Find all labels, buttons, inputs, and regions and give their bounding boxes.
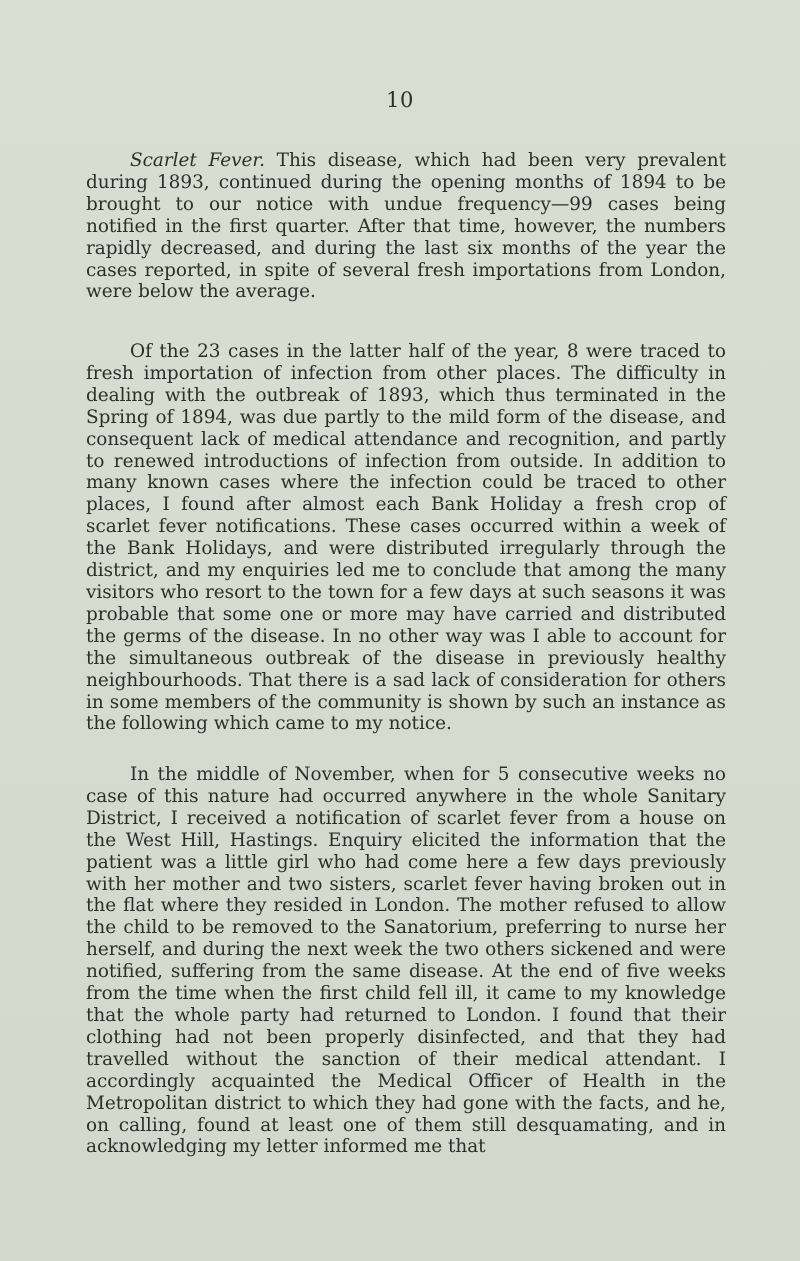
paragraph-heading: Scarlet Fever.: [130, 150, 265, 171]
paragraph-scarlet-fever: [86, 150, 726, 303]
paragraph-november-case: [86, 764, 726, 1158]
paragraph-text: Of the 23 cases in the latter half of the year, 8 were traced to fresh importation of infection from other places. The difficulty in dealing with the outbreak of 1893, which thus terminated in the Spring of 1894, was due partly to the mild form of the disease, and consequent lack of medical attendance and recognition, and partly to renewed introductions of infection from outside. In addition to many known cases where the infection could be traced to other places, I found after almost each Bank Holiday a fresh crop of scarlet fever notifications. These cases occurred within a week of the Bank Holidays, and were distributed irregularly through the district, and my enquiries led me to conclude that among the many visitors who resort to the town for a few days at such seasons it was probable that some one or more may have carried and distributed the germs of the disease. In no other way was I able to account for the simultaneous outbreak of the disease in previously healthy neighbourhoods. That there is a sad lack of consideration for others in some members of the community is shown by such an instance as the following which came to my notice.: [86, 341, 726, 735]
paragraph-cases-latter-half: [86, 341, 726, 735]
paragraph-text: This disease, which had been very prevalent during 1893, continued during the opening months of 1894 to be brought to our notice with undue frequency—99 cases being notified in the first quarter. After that time, however, the numbers rapidly decreased, and during the last six months of the year the cases reported, in spite of several fresh importations from London, were below the average.: [86, 150, 726, 303]
page-number: 10: [386, 88, 414, 112]
paragraph-text: In the middle of November, when for 5 consecutive weeks no case of this nature had occurred anywhere in the whole Sanitary District, I received a notification of scarlet fever from a house on the West Hill, Hastings. Enquiry elicited the information that the patient was a little girl who had come here a few days previously with her mother and two sisters, scarlet fever having broken out in the flat where they resided in London. The mother refused to allow the child to be removed to the Sanatorium, preferring to nurse her herself, and during the next week the two others sickened and were notified, suffering from the same disease. At the end of five weeks from the time when the first child fell ill, it came to my knowledge that the whole party had returned to London. I found that their clothing had not been properly disinfected, and that they had travelled without the sanction of their medical attendant. I accordingly acquainted the Medical Officer of Health in the Metropolitan district to which they had gone with the facts, and he, on calling, found at least one of them still desquamating, and in acknowledging my letter informed me that: [86, 764, 726, 1158]
